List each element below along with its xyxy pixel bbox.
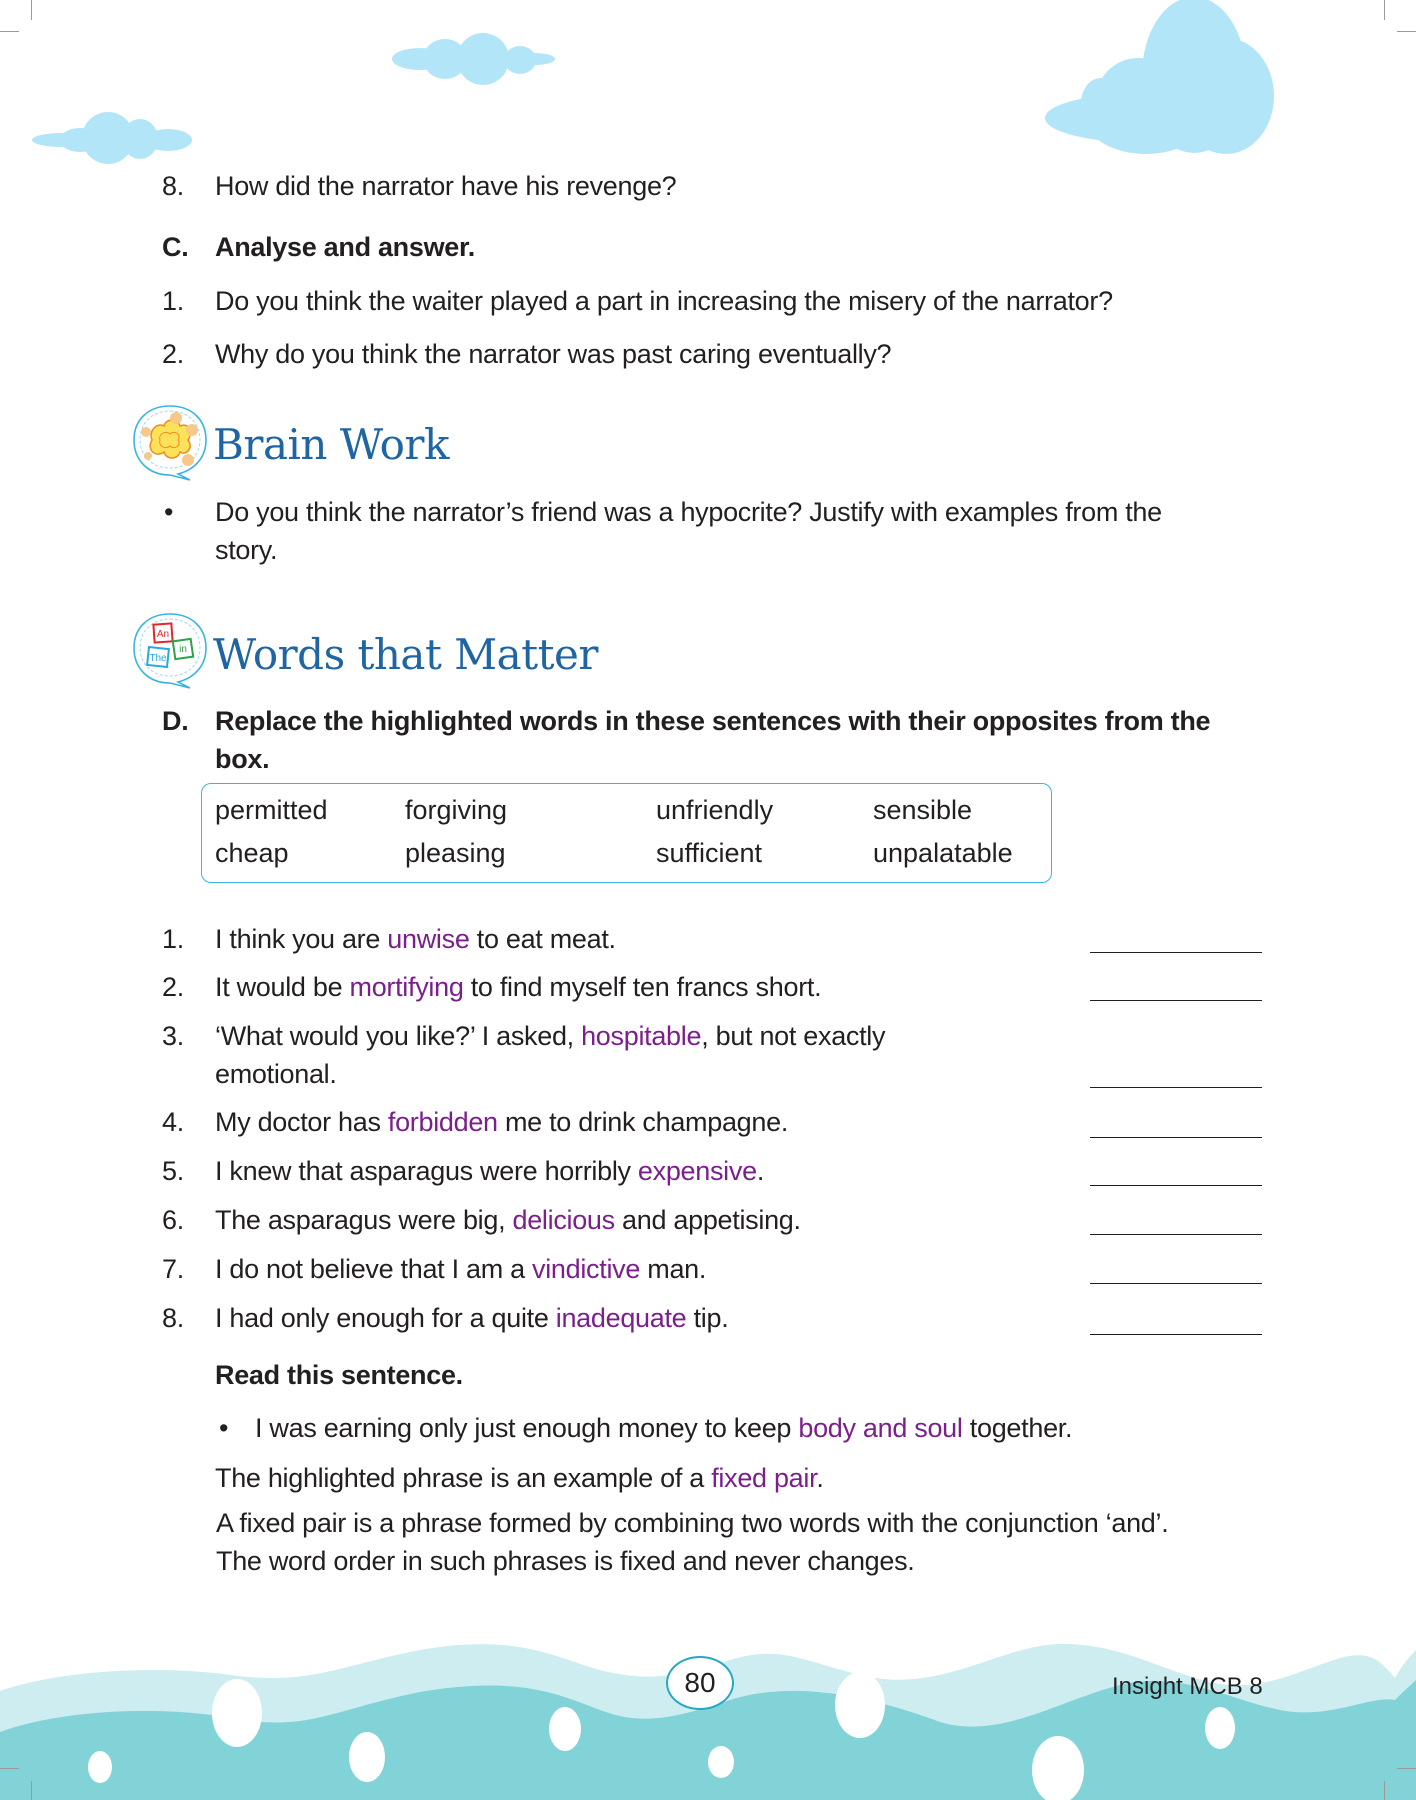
bubble [88,1751,112,1783]
sentence-number: 3. [162,1021,184,1051]
read-sentence-title: Read this sentence. [215,1360,463,1390]
sentence-text: tip. [686,1303,729,1333]
sentence-text: to find myself ten francs short. [463,972,822,1002]
highlighted-word: expensive [637,1156,757,1186]
word-option: unpalatable [873,838,1013,868]
icon-block-the: The [149,653,167,664]
answer-blank[interactable] [1090,1000,1262,1001]
sentence-number: 5. [162,1156,184,1186]
example-text: together. [962,1413,1073,1443]
word-option: sufficient [656,838,763,868]
sentence-text: . [756,1156,765,1186]
question-number: 8. [162,171,184,201]
book-title: Insight MCB 8 [1112,1673,1263,1700]
sentence-number: 7. [162,1254,184,1284]
sentence [215,1018,885,1054]
highlighted-term: fixed pair [711,1463,817,1493]
bullet: • [164,497,174,527]
answer-blank[interactable] [1090,1137,1262,1138]
brain-work-question: Do you think the narrator’s friend was a hypocrite? Justify with examples from the [215,497,1162,527]
sentence [215,1153,764,1189]
bubble [708,1746,734,1778]
explanation-text: . [816,1463,824,1493]
sentence [215,921,616,957]
highlighted-word: delicious [512,1205,615,1235]
icon-block-in: in [179,644,187,655]
fixed-pair-definition: A fixed pair is a phrase formed by combining two words with the conjunction ‘and’. [216,1508,1169,1538]
word-blocks-icon [130,608,210,690]
sentence [215,969,821,1005]
section-d-instruction: Replace the highlighted words in these sentences with their opposites from the [215,706,1211,736]
answer-blank[interactable] [1090,1087,1262,1088]
highlighted-word: inadequate [555,1303,687,1333]
section-d-instruction-cont: box. [215,744,270,774]
sentence-number: 4. [162,1107,184,1137]
bubble [1205,1707,1235,1749]
answer-blank[interactable] [1090,1283,1262,1284]
page-number: 80 [666,1656,734,1710]
bubble [212,1679,262,1747]
crop-mark [31,1781,32,1800]
section-heading-brain-work: Brain Work [213,420,449,469]
sentence-text: man. [640,1254,707,1284]
section-heading-words-that-matter: Words that Matter [213,630,598,679]
word-option: sensible [873,795,973,825]
sentence-text: I do not believe that I am a [215,1254,533,1284]
bubble [549,1707,581,1751]
word-option: cheap [215,838,289,868]
sentence-text: It would be [215,972,350,1002]
sentence-number: 6. [162,1205,184,1235]
sentence-text: I think you are [215,924,388,954]
highlighted-word: vindictive [532,1254,641,1284]
sentence-text: My doctor has [215,1107,388,1137]
highlighted-word: unwise [387,924,470,954]
sentence-text: ‘What would you like?’ I asked, [215,1021,582,1051]
icon-block-an: An [156,629,170,640]
highlighted-word: hospitable [581,1021,702,1051]
sentence-text: emotional. [215,1059,337,1089]
crop-mark [1384,1781,1385,1800]
sentence-text: to eat meat. [469,924,616,954]
question-number: 2. [162,339,184,369]
bubble [835,1672,885,1738]
example-text: I was earning only just enough money to keep [255,1413,799,1443]
answer-blank[interactable] [1090,1234,1262,1235]
brain-explosion-icon [130,400,210,482]
brain-work-question-cont: story. [215,535,278,565]
sentence-number: 2. [162,972,184,1002]
example-sentence [255,1410,1072,1446]
question-text: Why do you think the narrator was past caring eventually? [215,339,892,369]
highlighted-phrase: body and soul [798,1413,963,1443]
sentence-text: , but not exactly [701,1021,886,1051]
explanation-text: The highlighted phrase is an example of a [215,1463,712,1493]
fixed-pair-explanation [215,1460,824,1496]
sentence [215,1202,801,1238]
sentence-text: I knew that asparagus were horribly [215,1156,638,1186]
word-box [201,783,1052,883]
section-c-label: C. [162,232,189,262]
crop-mark [1397,1768,1416,1769]
sentence [215,1251,706,1287]
word-option: permitted [215,795,328,825]
section-c-title: Analyse and answer. [215,232,475,262]
bullet: • [219,1413,229,1443]
question-text: Do you think the waiter played a part in increasing the misery of the narrator? [215,286,1113,316]
section-d-label: D. [162,706,189,736]
word-option: unfriendly [656,795,774,825]
sentence [215,1104,788,1140]
answer-blank[interactable] [1090,1334,1262,1335]
crop-mark [0,1768,19,1769]
word-option: forgiving [405,795,508,825]
sentence-text: me to drink champagne. [497,1107,789,1137]
fixed-pair-definition-cont: The word order in such phrases is fixed and never changes. [216,1546,915,1576]
answer-blank[interactable] [1090,952,1262,953]
question-text: How did the narrator have his revenge? [215,171,677,201]
sentence-text: I had only enough for a quite [215,1303,556,1333]
highlighted-word: mortifying [349,972,464,1002]
cloud-decoration [0,0,1416,170]
bubble [349,1732,385,1782]
sentence [215,1300,728,1336]
sentence-number: 1. [162,924,184,954]
sentence-text: The asparagus were big, [215,1205,513,1235]
sentence-number: 8. [162,1303,184,1333]
question-number: 1. [162,286,184,316]
highlighted-word: forbidden [387,1107,498,1137]
word-option: pleasing [405,838,506,868]
sentence-text: and appetising. [614,1205,801,1235]
answer-blank[interactable] [1090,1185,1262,1186]
